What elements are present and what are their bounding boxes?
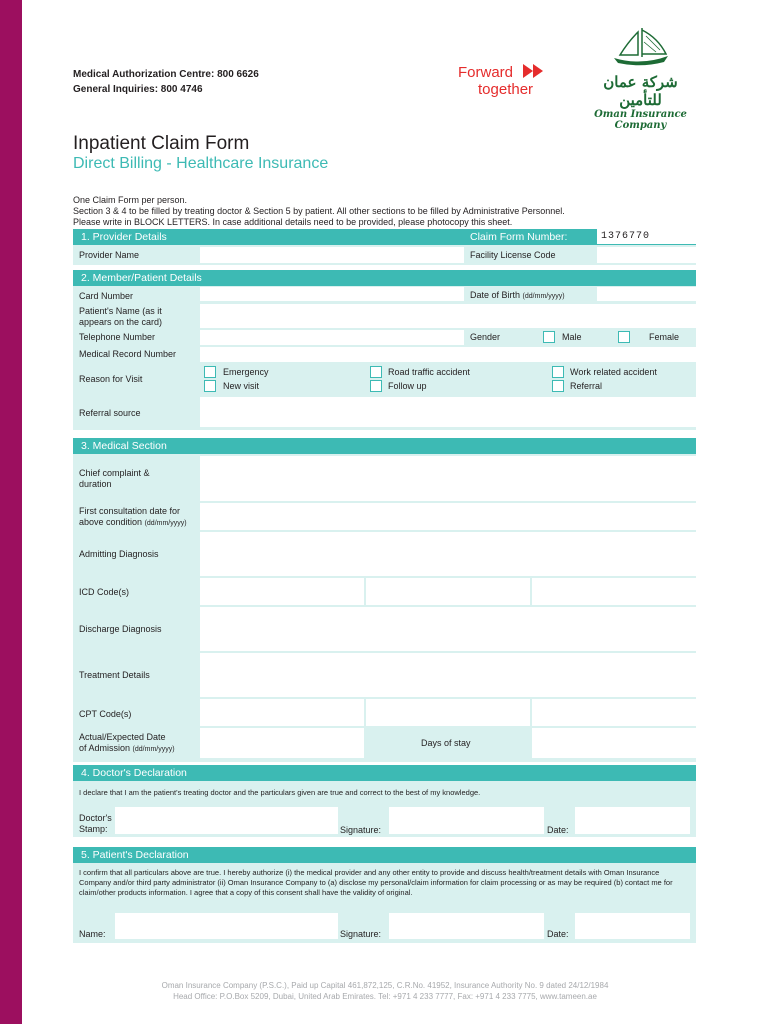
admitting-diagnosis-field[interactable] [200, 532, 696, 576]
admission-date-line2 [79, 743, 175, 755]
slogan-line-1: Forward [458, 64, 514, 81]
section-patient-declaration [73, 847, 696, 943]
new-visit-label: New visit [223, 381, 260, 391]
admission-date-field[interactable] [200, 728, 364, 758]
card-number-label: Card Number [79, 291, 134, 301]
first-consult-label [79, 506, 187, 529]
first-consult-format: (dd/mm/yyyy) [144, 520, 187, 527]
instruction-3: Please write in BLOCK LETTERS. In case additional details need to be provided, please photocopy this sheet. [73, 217, 513, 227]
dob-label-text: Date of Birth [470, 290, 521, 300]
male-checkbox[interactable] [543, 331, 555, 343]
days-of-stay-label: Days of stay [421, 738, 471, 748]
referral-source-field[interactable] [200, 397, 696, 427]
chief-complaint-label [79, 468, 150, 490]
section-3-heading: 3. Medical Section [73, 438, 696, 454]
slogan [458, 64, 533, 98]
telephone-label: Telephone Number [79, 332, 156, 342]
mrn-label: Medical Record Number [79, 349, 177, 359]
patient-name-field[interactable] [200, 304, 696, 328]
first-consult-line2-text: above condition [79, 517, 143, 527]
admission-date-label [79, 732, 175, 755]
patient-date-field[interactable] [575, 913, 690, 939]
patient-name-label-line2: appears on the card) [79, 317, 163, 327]
cpt-code-field-1[interactable] [200, 699, 364, 726]
discharge-diagnosis-label: Discharge Diagnosis [79, 624, 162, 634]
reason-label: Reason for Visit [79, 374, 143, 384]
treatment-details-field[interactable] [200, 653, 696, 697]
slogan-line-2: together [478, 81, 534, 98]
icd-code-field-1[interactable] [200, 578, 364, 605]
dhow-boat-icon [606, 24, 676, 68]
treatment-details-label: Treatment Details [79, 670, 150, 680]
days-of-stay-field[interactable] [532, 728, 696, 758]
company-name-arabic: شركة عمان للتأمين [603, 73, 678, 109]
patient-name-label-line1: Patient's Name (as it [79, 306, 162, 316]
footer [0, 980, 770, 1002]
footer-line-1: Oman Insurance Company (P.S.C.), Paid up Capital 461,872,125, C.R.No. 41952, Insurance Authority No. 9 dated 24/12/1984 [161, 981, 609, 990]
admitting-diagnosis-label: Admitting Diagnosis [79, 549, 159, 559]
doctor-signature-label: Signature: [340, 825, 382, 835]
admission-date-format: (dd/mm/yyyy) [132, 746, 175, 753]
claim-number-label: Claim Form Number: [470, 231, 568, 243]
road-traffic-checkbox[interactable] [370, 366, 382, 378]
new-visit-checkbox[interactable] [204, 380, 216, 392]
admission-date-line1: Actual/Expected Date [79, 732, 166, 742]
patient-declaration-text: I confirm that all particulars above are true. I hereby authorize (i) the medical provider and any other entity to provide and discuss health/treatment details with Oman Insurance Company and/or third party administrator (ii) Oman Insurance Company to (a) disclose my personal/claim information for claim processing or as may be required (b) contact me for claim/other products information. I agree that a copy of this consent shall have the validity of original. [79, 868, 673, 897]
cpt-codes-label: CPT Code(s) [79, 709, 132, 719]
dob-label [470, 290, 565, 302]
company-logo [583, 24, 698, 131]
chief-complaint-line2: duration [79, 479, 112, 489]
facility-code-label: Facility License Code [470, 250, 556, 260]
follow-up-label: Follow up [388, 381, 427, 391]
forward-arrows-icon [523, 63, 547, 79]
section-1-title: 1. Provider Details [81, 231, 167, 243]
instruction-1: One Claim Form per person. [73, 195, 188, 205]
doctor-stamp-label [79, 813, 112, 835]
form-title: Inpatient Claim Form [73, 133, 250, 154]
section-medical [73, 438, 696, 762]
doctor-stamp-line2: Stamp: [79, 824, 108, 834]
section-5-heading: 5. Patient's Declaration [73, 847, 696, 863]
male-label: Male [562, 332, 582, 342]
gender-label: Gender [470, 332, 501, 342]
mrn-field[interactable] [200, 347, 696, 362]
telephone-field[interactable] [200, 330, 464, 345]
doctor-stamp-line1: Doctor's [79, 813, 112, 823]
card-number-field[interactable] [200, 287, 464, 301]
section-2-heading: 2. Member/Patient Details [73, 270, 696, 286]
contact-line-authorization: Medical Authorization Centre: 800 6626 [73, 69, 259, 80]
provider-name-field[interactable] [200, 247, 464, 263]
admission-date-line2-text: of Admission [79, 743, 131, 753]
patient-name-sign-field[interactable] [115, 913, 338, 939]
referral-checkbox[interactable] [552, 380, 564, 392]
discharge-diagnosis-field[interactable] [200, 607, 696, 651]
first-consult-line2 [79, 517, 187, 529]
icd-code-field-3[interactable] [532, 578, 696, 605]
doctor-declaration-text: I declare that I am the patient's treating doctor and the particulars given are true and correct to the best of my knowledge. [79, 788, 481, 797]
dob-field[interactable] [597, 287, 696, 301]
cpt-code-field-2[interactable] [366, 699, 530, 726]
follow-up-checkbox[interactable] [370, 380, 382, 392]
road-traffic-label: Road traffic accident [388, 367, 470, 377]
contact-info [73, 67, 259, 97]
footer-line-2: Head Office: P.O.Box 5209, Dubai, United Arab Emirates. Tel: +971 4 233 7777, Fax: +971 4 233 7775, www.tameen.ae [173, 992, 597, 1001]
company-name-english: Oman Insurance Company [594, 109, 687, 131]
form-subtitle: Direct Billing - Healthcare Insurance [73, 155, 329, 172]
section-member-details [73, 270, 696, 430]
female-checkbox[interactable] [618, 331, 630, 343]
patient-name-sign-label: Name: [79, 929, 106, 939]
dob-format: (dd/mm/yyyy) [522, 293, 565, 300]
section-provider-details [73, 229, 696, 265]
icd-code-field-2[interactable] [366, 578, 530, 605]
section-doctor-declaration [73, 765, 696, 837]
female-label: Female [649, 332, 680, 342]
first-consult-line1: First consultation date for [79, 506, 181, 516]
claim-number-value: 1376770 [597, 229, 696, 244]
work-related-checkbox[interactable] [552, 366, 564, 378]
facility-code-field[interactable] [597, 247, 696, 263]
emergency-checkbox[interactable] [204, 366, 216, 378]
doctor-date-label: Date: [547, 825, 569, 835]
first-consult-field[interactable] [200, 503, 696, 530]
work-related-label: Work related accident [570, 367, 657, 377]
patient-signature-label: Signature: [340, 929, 382, 939]
contact-line-inquiries: General Inquiries: 800 4746 [73, 84, 203, 95]
chief-complaint-field[interactable] [200, 456, 696, 501]
emergency-label: Emergency [223, 367, 269, 377]
provider-name-label: Provider Name [79, 250, 140, 260]
doctor-date-field[interactable] [575, 807, 690, 834]
section-4-heading: 4. Doctor's Declaration [73, 765, 696, 781]
left-margin-bar [0, 0, 22, 1024]
patient-signature-field[interactable] [389, 913, 544, 939]
doctor-signature-field[interactable] [389, 807, 544, 834]
patient-date-label: Date: [547, 929, 569, 939]
form-instructions [73, 195, 565, 228]
doctor-stamp-field[interactable] [115, 807, 338, 834]
referral-source-label: Referral source [79, 408, 141, 418]
cpt-code-field-3[interactable] [532, 699, 696, 726]
icd-codes-label: ICD Code(s) [79, 587, 130, 597]
chief-complaint-line1: Chief complaint & [79, 468, 150, 478]
referral-label: Referral [570, 381, 603, 391]
instruction-2: Section 3 & 4 to be filled by treating doctor & Section 5 by patient. All other sections to be filled by Administrative Personnel. [73, 206, 565, 216]
patient-name-label [79, 306, 162, 328]
